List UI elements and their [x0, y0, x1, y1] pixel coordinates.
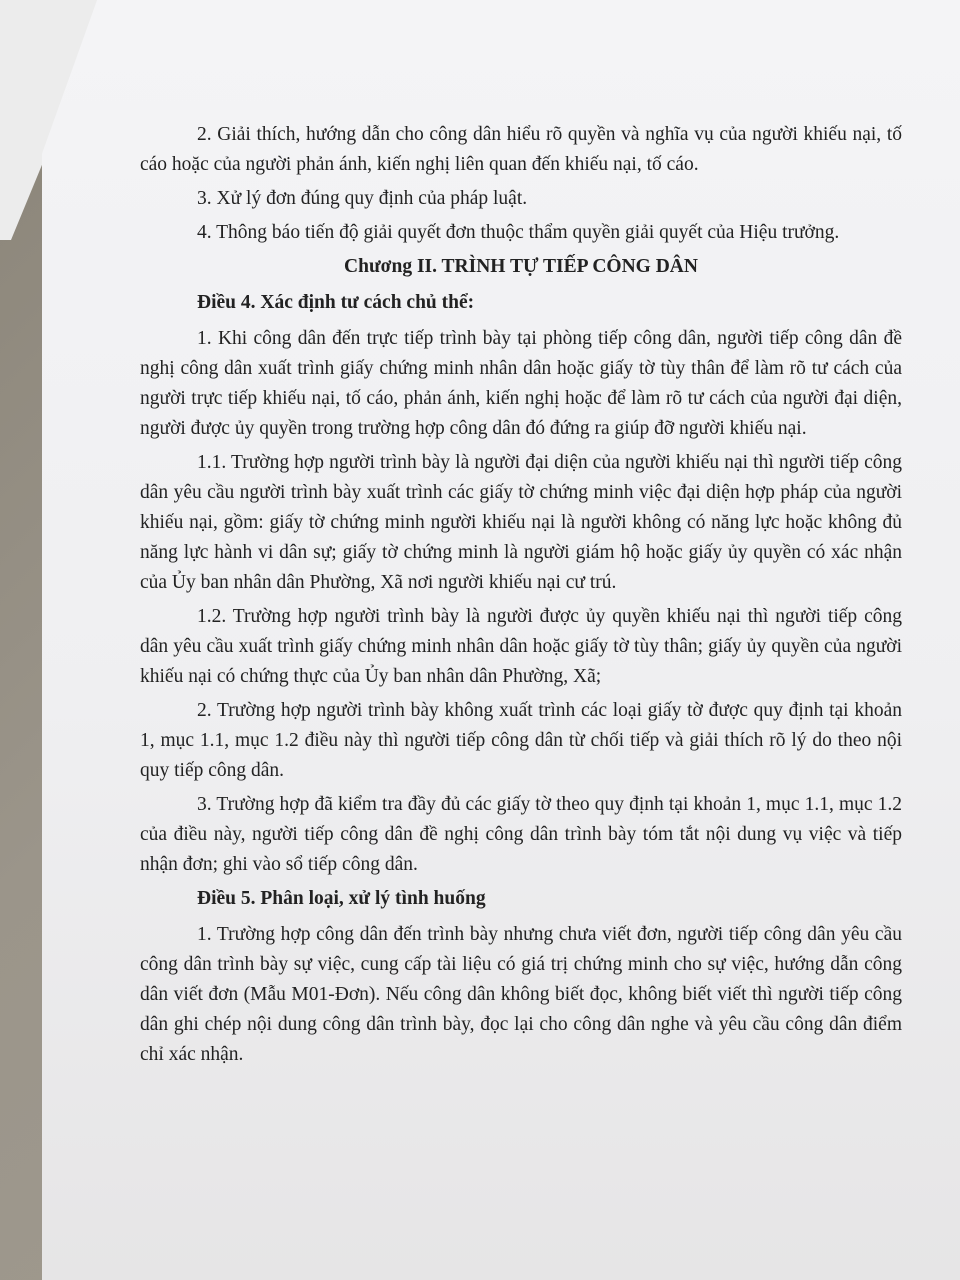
article-4-clause-2: 2. Trường hợp người trình bày không xuất trình các loại giấy tờ được quy định tại khoản 1, mục 1.1, mục 1.2 điều này thì người tiếp công dân từ chối tiếp và giải thích rõ lý do theo nội quy tiếp công dân. [140, 700, 902, 781]
article-4-clause-3: 3. Trường hợp đã kiểm tra đầy đủ các giấy tờ theo quy định tại khoản 1, mục 1.1, mục 1.2 của điều này, người tiếp công dân đề nghị công dân trình bày tóm tắt nội dung vụ việc và tiếp nhận đơn; ghi vào sổ tiếp công dân. [140, 794, 902, 875]
paragraph-4: 4. Thông báo tiến độ giải quyết đơn thuộc thẩm quyền giải quyết của Hiệu trưởng. [197, 222, 840, 243]
document-body [140, 120, 902, 1074]
article-4-clause-1-1: 1.1. Trường hợp người trình bày là người đại diện của người khiếu nại thì người tiếp công dân yêu cầu người trình bày xuất trình các giấy tờ chứng minh việc đại diện hợp pháp của người khiếu nại, gồm: giấy tờ chứng minh người khiếu nại là người không có năng lực hoặc không đủ năng lực hành vi dân sự; giấy tờ chứng minh là người giám hộ hoặc giấy ủy quyền có xác nhận của Ủy ban nhân dân Phường, Xã nơi người khiếu nại cư trú. [140, 452, 902, 593]
article-5-clause-1: 1. Trường hợp công dân đến trình bày nhưng chưa viết đơn, người tiếp công dân yêu cầu công dân trình bày sự việc, cung cấp tài liệu có giá trị chứng minh cho sự việc, hướng dẫn công dân viết đơn (Mẫu M01-Đơn). Nếu công dân không biết đọc, không biết viết thì người tiếp công dân ghi chép nội dung công dân trình bày, đọc lại cho công dân nghe và yêu cầu công dân điểm chỉ xác nhận. [140, 924, 902, 1065]
article-4-title: Điều 4. Xác định tư cách chủ thể: [197, 292, 475, 313]
chapter-title: Chương II. TRÌNH TỰ TIẾP CÔNG DÂN [344, 256, 698, 277]
article-4-clause-1-2: 1.2. Trường hợp người trình bày là người được ủy quyền khiếu nại thì người tiếp công dân yêu cầu xuất trình giấy chứng minh nhân dân hoặc giấy tờ tùy thân; giấy ủy quyền của người khiếu nại có chứng thực của Ủy ban nhân dân Phường, Xã; [140, 606, 902, 687]
paragraph-3: 3. Xử lý đơn đúng quy định của pháp luật. [197, 188, 528, 209]
article-4-clause-1: 1. Khi công dân đến trực tiếp trình bày tại phòng tiếp công dân, người tiếp công dân đề nghị công dân xuất trình giấy chứng minh nhân dân hoặc giấy tờ tùy thân để làm rõ tư cách của người trực tiếp khiếu nại, tố cáo, phản ánh, kiến nghị hoặc để làm rõ tư cách của người đại diện, người được ủy quyền trong trường hợp công dân đó đứng ra giúp đỡ người khiếu nại. [140, 328, 902, 439]
article-5-title: Điều 5. Phân loại, xử lý tình huống [197, 888, 486, 909]
paragraph-2: 2. Giải thích, hướng dẫn cho công dân hiểu rõ quyền và nghĩa vụ của người khiếu nại, tố cáo hoặc của người phản ánh, kiến nghị liên quan đến khiếu nại, tố cáo. [140, 124, 902, 175]
